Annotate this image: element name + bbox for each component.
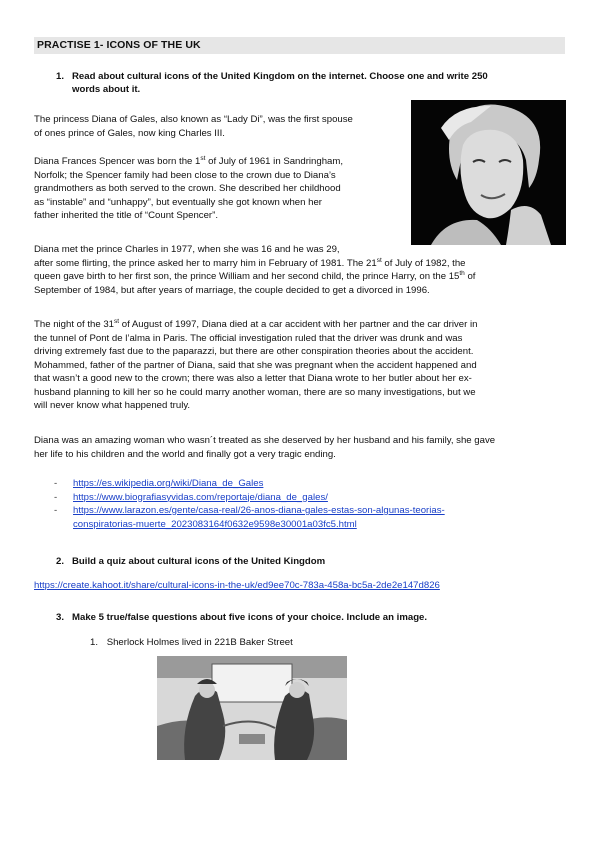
essay-line: September of 1984, but after years of marriage, the couple decided to get a divorced in 1996. xyxy=(34,284,430,296)
section-heading: PRACTISE 1- ICONS OF THE UK xyxy=(34,37,565,54)
reference-link-wikipedia[interactable]: https://es.wikipedia.org/wiki/Diana_de_Gales xyxy=(73,478,264,489)
essay-line: Norfolk; the Spencer family had been close to the crown due to Diana’s xyxy=(34,169,336,181)
question-1-text-line2: words about it. xyxy=(72,84,141,95)
essay-line: of ones prince of Gales, now king Charles III. xyxy=(34,127,225,139)
bullet: - xyxy=(54,478,58,489)
question-2-text: Build a quiz about cultural icons of the United Kingdom xyxy=(72,556,326,567)
essay-line: the tunnel of Pont de l’alma in Paris. The official investigation ruled that the driver was drunk and was xyxy=(34,332,463,344)
essay-line: after some flirting, the prince asked her to marry him in February of 1981. The 21st of July of 1982, the xyxy=(34,256,466,269)
reference-links xyxy=(54,477,445,531)
essay-paragraph-1 xyxy=(34,113,353,140)
question-3-text: Make 5 true/false questions about five icons of your choice. Include an image. xyxy=(72,612,428,623)
question-1-number: 1. xyxy=(56,71,65,82)
essay-line: The princess Diana of Gales, also known as “Lady Di”, was the first spouse xyxy=(34,114,353,125)
kahoot-quiz-link[interactable]: https://create.kahoot.it/share/cultural-icons-in-the-uk/ed9ee70c-783a-458a-bc5a-2de2e147d826 xyxy=(34,580,440,591)
essay-paragraph-4 xyxy=(34,318,477,413)
sherlock-holmes-illustration xyxy=(157,656,347,760)
diana-portrait-image xyxy=(411,100,566,245)
reference-link-biografias[interactable]: https://www.biografiasyvidas.com/reportaje/diana_de_gales/ xyxy=(73,491,328,503)
essay-line: Diana Frances Spencer was born the 1st of July of 1961 in Sandringham, xyxy=(34,154,344,167)
sherlock-holmes-drawing xyxy=(157,656,347,760)
essay-line: Diana met the prince Charles in 1977, when she was 16 and he was 29, xyxy=(34,244,340,255)
question-1-text-line1: Read about cultural icons of the United Kingdom on the internet. Choose one and write 250 xyxy=(72,71,488,82)
reference-link-item xyxy=(54,491,445,505)
essay-line: queen gave birth to her first son, the prince William and her second child, the prince Harry, on the 15th of xyxy=(34,269,476,282)
essay-line: The night of the 31st of August of 1997, Diana died at a car accident with her partner and the car driver in xyxy=(34,317,478,330)
essay-paragraph-2 xyxy=(34,155,343,223)
item-text: Sherlock Holmes lived in 221B Baker Street xyxy=(106,637,293,648)
reference-link-item xyxy=(54,504,445,531)
diana-portrait-drawing xyxy=(411,100,566,245)
essay-line: Mohammed, father of the partner of Diana, said that she was pregnant when the accident happened and xyxy=(34,359,477,371)
essay-paragraph-3 xyxy=(34,243,475,297)
essay-line: that wasn’t a good new to the crown; there was also a letter that Diana wrote to her butler about her ex- xyxy=(34,373,472,384)
bullet: - xyxy=(54,505,58,516)
reference-link-larazon-continued[interactable]: conspiratorias-muerte_2023083164f0632e9598e30001a03fc5.html xyxy=(73,518,357,530)
essay-line: grandmothers as both served to the crown. She described her childhood xyxy=(34,183,341,194)
essay-line: as “instable” and “unhappy”, but eventually she got known when her xyxy=(34,196,322,208)
bullet: - xyxy=(54,491,58,503)
kahoot-quiz-link-row xyxy=(34,579,440,592)
essay-line: will never know what happened truly. xyxy=(34,400,191,411)
reference-link-larazon[interactable]: https://www.larazon.es/gente/casa-real/26-anos-diana-gales-estas-son-algunas-teorias- xyxy=(73,505,445,516)
essay-line: husband planning to kill her so he could marry another woman, there are so many investigations, but we xyxy=(34,386,476,398)
essay-paragraph-5 xyxy=(34,434,495,461)
question-2-number: 2. xyxy=(56,556,65,567)
essay-line: her life to his children and the world and finally got a very tragic ending. xyxy=(34,448,336,460)
essay-line: father inherited the title of “Count Spencer”. xyxy=(34,210,218,221)
essay-line: Diana was an amazing woman who wasn´t treated as she deserved by her husband and his family, she gave xyxy=(34,435,496,446)
reference-link-item xyxy=(54,477,445,491)
question-3-number: 3. xyxy=(56,612,65,623)
essay-line: driving extremely fast due to the paparazzi, but there are other conspiration theories about the accident. xyxy=(34,346,474,357)
true-false-item-1 xyxy=(90,636,293,649)
item-number: 1. xyxy=(90,637,99,648)
